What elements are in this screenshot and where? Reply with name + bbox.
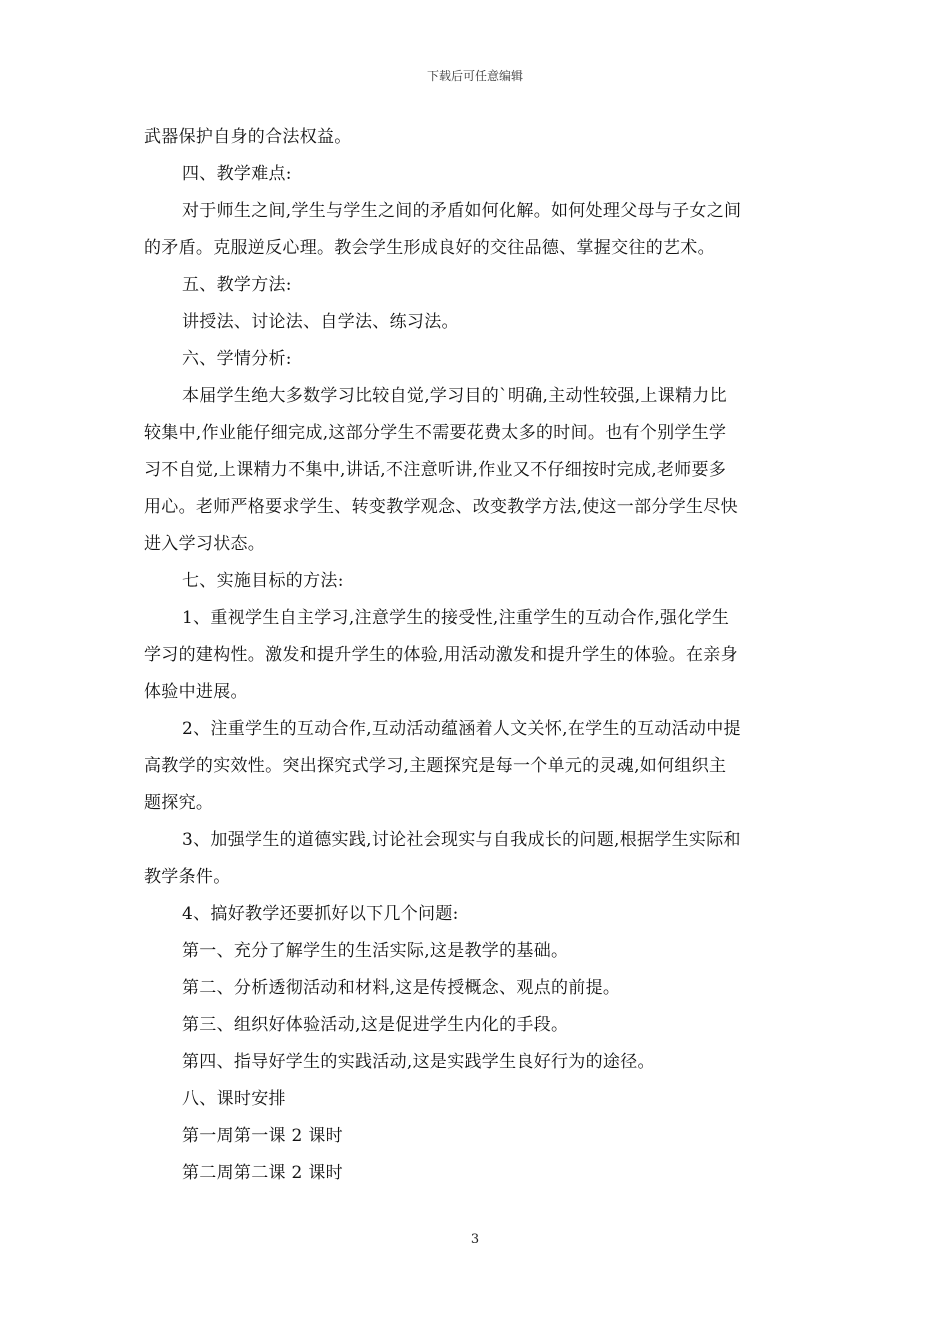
text-line: 题探究。	[144, 793, 214, 813]
text-line: 七、实施目标的方法:	[182, 571, 344, 591]
page-number: 3	[470, 1232, 480, 1247]
text-line: 第三、组织好体验活动,这是促进学生内化的手段。	[182, 1015, 569, 1035]
text-line: 第一周第一课 2 课时	[182, 1126, 343, 1146]
text-line: 进入学习状态。	[144, 534, 266, 554]
text-line: 2、注重学生的互动合作,互动活动蕴涵着人文关怀,在学生的互动活动中提	[182, 719, 741, 739]
text-line: 学习的建构性。激发和提升学生的体验,用活动激发和提升学生的体验。在亲身	[144, 645, 738, 665]
page-header: 下载后可任意编辑	[426, 69, 523, 83]
text-line: 对于师生之间,学生与学生之间的矛盾如何化解。如何处理父母与子女之间	[182, 201, 742, 221]
text-line: 武器保护自身的合法权益。	[144, 127, 352, 147]
text-line: 第一、充分了解学生的生活实际,这是教学的基础。	[182, 941, 569, 961]
text-line: 第四、指导好学生的实践活动,这是实践学生良好行为的途径。	[182, 1052, 655, 1072]
text-line: 五、教学方法:	[182, 275, 292, 295]
text-line: 3、加强学生的道德实践,讨论社会现实与自我成长的问题,根据学生实际和	[182, 830, 741, 850]
text-line: 习不自觉,上课精力不集中,讲话,不注意听讲,作业又不仔细按时完成,老师要多	[144, 460, 727, 480]
text-line: 4、搞好教学还要抓好以下几个问题:	[182, 904, 459, 924]
text-line: 第二、分析透彻活动和材料,这是传授概念、观点的前提。	[182, 978, 621, 998]
text-line: 本届学生绝大多数学习比较自觉,学习目的`明确,主动性较强,上课精力比	[182, 386, 727, 406]
text-line: 用心。老师严格要求学生、转变教学观念、改变教学方法,使这一部分学生尽快	[144, 497, 738, 517]
text-line: 较集中,作业能仔细完成,这部分学生不需要花费太多的时间。也有个别学生学	[144, 423, 727, 443]
text-line: 1、重视学生自主学习,注意学生的接受性,注重学生的互动合作,强化学生	[182, 608, 730, 628]
text-line: 第二周第二课 2 课时	[182, 1163, 343, 1183]
text-line: 六、学情分析:	[182, 349, 292, 369]
text-line: 八、课时安排	[182, 1089, 286, 1109]
text-line: 四、教学难点:	[182, 164, 292, 184]
text-line: 体验中进展。	[144, 682, 248, 702]
document-body	[144, 119, 812, 1192]
text-line: 的矛盾。克服逆反心理。教会学生形成良好的交往品德、掌握交往的艺术。	[144, 238, 715, 258]
text-line: 讲授法、讨论法、自学法、练习法。	[182, 312, 459, 332]
text-line: 教学条件。	[144, 867, 231, 887]
text-line: 高教学的实效性。突出探究式学习,主题探究是每一个单元的灵魂,如何组织主	[144, 756, 727, 776]
